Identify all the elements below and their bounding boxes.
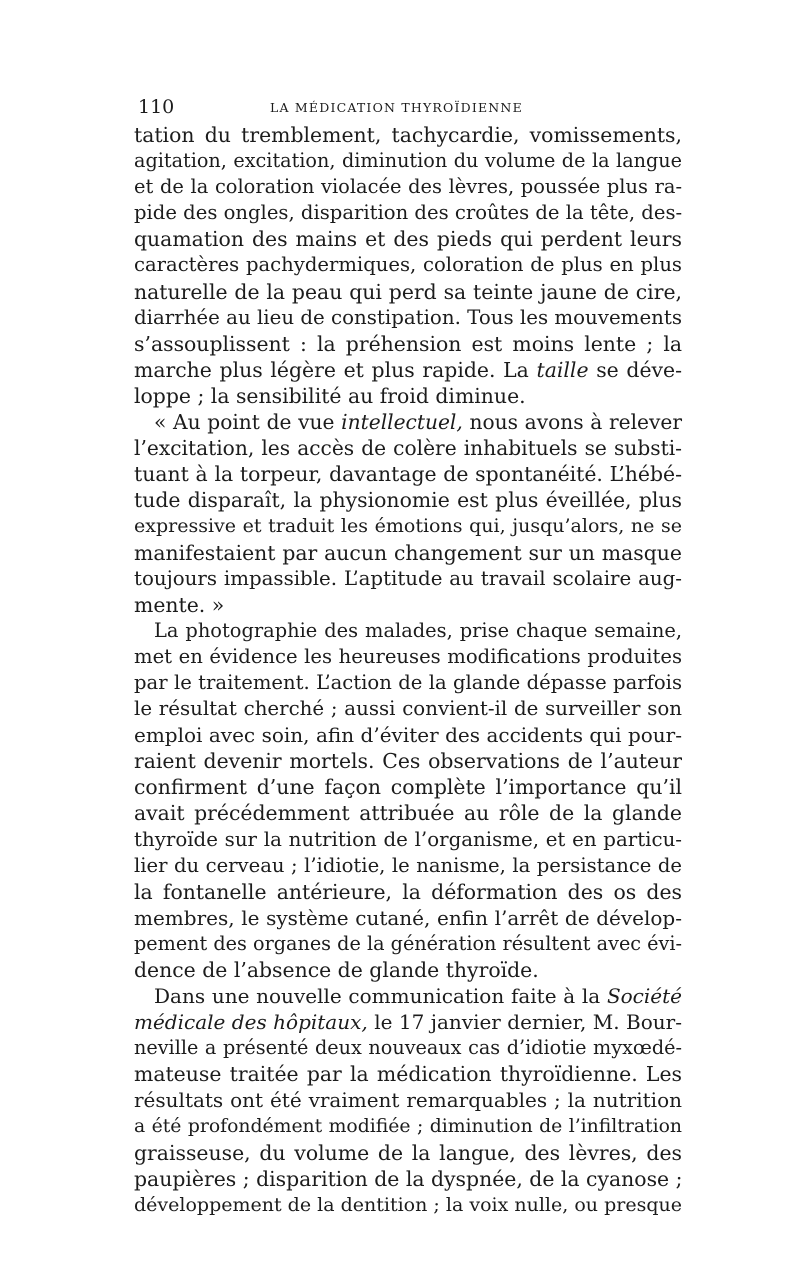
text-span: nous avons à relever xyxy=(462,410,682,435)
text-line: développement de la dentition ; la voix nulle, ou presque xyxy=(134,1193,682,1216)
text-line xyxy=(134,983,682,1009)
text-line: graisseuse, du volume de la langue, des lèvres, des xyxy=(134,1140,682,1165)
text-line xyxy=(134,409,682,435)
text-line: membres, le système cutané, enfin l’arrêt de dévelop- xyxy=(134,905,682,930)
text-line: paupières ; disparition de la dyspnée, de la cyanose ; xyxy=(134,1166,683,1191)
text-line: thyroïde sur la nutrition de l’organisme, et en particu- xyxy=(134,827,682,851)
text-line: l’excitation, les accès de colère inhabituels se substi- xyxy=(134,436,682,461)
text-span: Dans une nouvelle communication faite à la xyxy=(154,984,607,1009)
italic-term: intellectuel, xyxy=(341,410,463,435)
text-line: résultats ont été vraiment remarquables ; la nutrition xyxy=(134,1088,682,1113)
text-span: « Au point de vue xyxy=(154,410,342,435)
text-line: quamation des mains et des pieds qui perdent leurs xyxy=(134,227,682,252)
text-line: manifestaient par aucun changement sur un masque xyxy=(134,540,682,565)
text-line: raient devenir mortels. Ces observations de l’auteur xyxy=(134,749,682,774)
text-line: caractères pachydermiques, coloration de plus en plus xyxy=(134,253,682,277)
italic-term: médicale des hôpitaux, xyxy=(134,1010,368,1035)
text-line xyxy=(134,1009,682,1035)
italic-term: Société xyxy=(606,984,682,1009)
text-line: La photographie des malades, prise chaque semaine, xyxy=(154,618,682,642)
text-line: met en évidence les heureuses modifications produites xyxy=(134,644,682,668)
text-span: marche plus légère et plus rapide. La xyxy=(134,357,537,382)
text-line: toujours impassible. L’aptitude au travail scolaire aug- xyxy=(134,566,682,590)
text-line: tuant à la torpeur, davantage de spontanéité. L’hébé- xyxy=(134,462,682,487)
text-line xyxy=(134,357,682,383)
text-line: mente. » xyxy=(134,592,225,617)
text-line: et de la coloration violacée des lèvres, poussée plus ra- xyxy=(134,175,682,199)
body-text xyxy=(134,122,682,1218)
text-line: avait précédemment attribuée au rôle de la glande xyxy=(134,801,682,826)
running-head: LA MÉDICATION THYROÏDIENNE xyxy=(270,100,523,115)
text-line: emploi avec soin, afin d’éviter des accidents qui pour- xyxy=(134,723,682,748)
text-line: mateuse traitée par la médication thyroïdienne. Les xyxy=(134,1062,682,1087)
text-line: pide des ongles, disparition des croûtes de la tête, des- xyxy=(134,201,683,225)
text-line: pement des organes de la génération résultent avec évi- xyxy=(134,931,682,955)
text-line: s’assouplissent : la préhension est moins lente ; la xyxy=(134,331,682,356)
page-number: 110 xyxy=(138,96,175,118)
text-line: par le traitement. L’action de la glande dépasse parfois xyxy=(134,670,682,694)
text-line: neville a présenté deux nouveaux cas d’idiotie myxœdé- xyxy=(134,1036,682,1060)
text-line: lier du cerveau ; l’idiotie, le nanisme, la persistance de xyxy=(134,853,682,877)
text-span: se déve- xyxy=(588,357,683,382)
italic-term: taille xyxy=(536,357,589,382)
text-line: expressive et traduit les émotions qui, jusqu’alors, ne se xyxy=(134,515,682,538)
text-line: dence de l’absence de glande thyroïde. xyxy=(134,958,539,982)
text-line: la fontanelle antérieure, la déformation des os des xyxy=(134,879,682,904)
text-line: naturelle de la peau qui perd sa teinte jaune de cire, xyxy=(134,279,682,304)
text-line: confirment d’une façon complète l’importance qu’il xyxy=(134,775,682,800)
text-line: loppe ; la sensibilité au froid diminue. xyxy=(134,383,526,408)
page-header xyxy=(134,95,682,121)
text-line: diarrhée au lieu de constipation. Tous les mouvements xyxy=(134,305,682,329)
text-span: le 17 janvier dernier, M. Bour- xyxy=(367,1010,682,1035)
text-line: a été profondément modifiée ; diminution de l’infiltration xyxy=(134,1115,682,1137)
text-line: tation du tremblement, tachycardie, vomissements, xyxy=(134,123,682,147)
text-line: tude disparaît, la physionomie est plus éveillée, plus xyxy=(134,488,682,513)
text-line: le résultat cherché ; aussi convient-il de surveiller son xyxy=(134,697,682,721)
text-line: agitation, excitation, diminution du volume de la langue xyxy=(134,149,682,173)
